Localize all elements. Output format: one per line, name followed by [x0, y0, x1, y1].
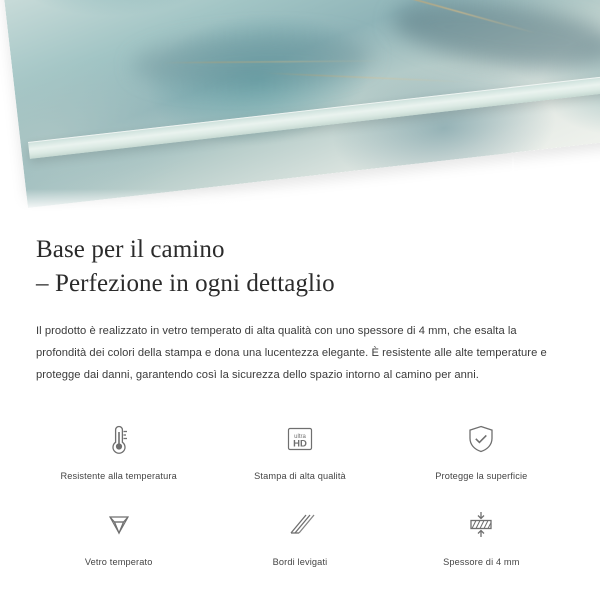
feature-label: Protegge la superficie	[435, 470, 528, 481]
feature-label: Bordi levigati	[272, 556, 328, 567]
feature-item-temperature	[28, 413, 209, 481]
feature-label: Stampa di alta qualità	[254, 470, 346, 481]
polished-edges-icon	[274, 499, 326, 551]
shield-check-icon	[455, 413, 507, 465]
feature-item-print-quality	[209, 413, 390, 481]
page-title	[36, 233, 564, 301]
description-paragraph: Il prodotto è realizzato in vetro temperato di alta qualità con uno spessore di 4 mm, che esalta la profondità dei colori della stampa e dona una lucentezza elegante. È resistente alle alte temperature e protegge dai danni, garantendo così la sicurezza dello spazio intorno al camino per anni.	[36, 325, 547, 381]
diamond-icon	[93, 499, 145, 551]
feature-grid	[0, 413, 600, 567]
headline-line-1: Base per il camino	[36, 236, 225, 263]
hero-fade-overlay	[0, 189, 600, 215]
feature-item-surface-protection	[391, 413, 572, 481]
feature-label: Resistente alla temperatura	[60, 470, 177, 481]
thickness-icon	[455, 499, 507, 551]
feature-label: Spessore di 4 mm	[443, 556, 520, 567]
hero-clip	[0, 0, 600, 215]
svg-text:HD: HD	[293, 438, 307, 450]
thermometer-icon	[93, 413, 145, 465]
feature-item-tempered-glass	[28, 499, 209, 567]
feature-item-thickness	[391, 499, 572, 567]
ultra-hd-icon	[274, 413, 326, 465]
svg-text:ultra: ultra	[294, 433, 306, 440]
product-hero-image	[0, 0, 600, 215]
text-content	[0, 215, 600, 387]
feature-label: Vetro temperato	[84, 556, 153, 567]
feature-item-polished-edges	[209, 499, 390, 567]
headline-line-2: – Perfezione in ogni dettaglio	[36, 270, 335, 297]
